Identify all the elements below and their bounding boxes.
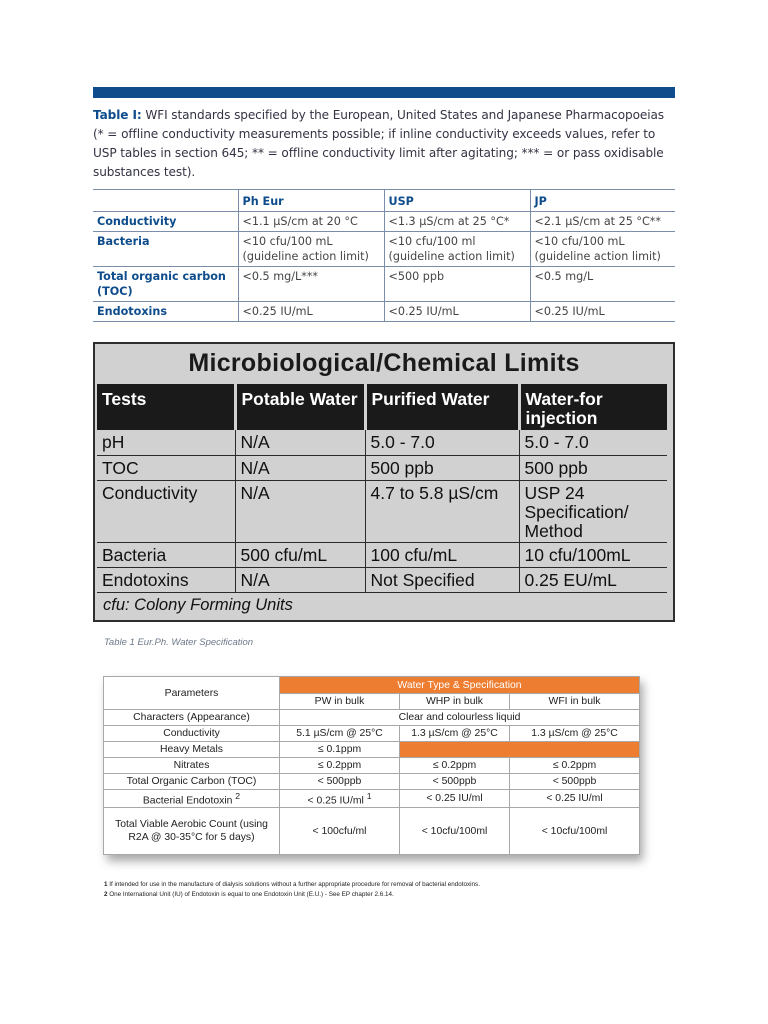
endotoxin-label: Bacterial Endotoxin — [142, 795, 233, 807]
table1-header-blank — [93, 190, 238, 212]
row-label: Conductivity — [104, 726, 280, 742]
table-cell: <10 cfu/100 mL (guideline action limit) — [530, 232, 675, 267]
table-cell: ≤ 0.2ppm — [510, 758, 640, 774]
table-cell: Endotoxins — [97, 567, 235, 592]
wfi-standards-table — [93, 87, 675, 322]
table-cell: 10 cfu/100mL — [519, 542, 667, 567]
row-label: Bacteria — [97, 235, 150, 248]
table1-header-pheur: Ph Eur — [238, 190, 384, 212]
table-row — [97, 430, 667, 455]
water-spec-table — [103, 676, 639, 855]
water-type-header: Water Type & Specification — [280, 677, 640, 694]
row-label: Characters (Appearance) — [104, 710, 280, 726]
table-cell: <10 cfu/100 ml (guideline action limit) — [384, 232, 530, 267]
row-label: Total Viable Aerobic Count (using R2A @ 30-35°C for 5 days) — [104, 808, 280, 855]
table-cell: ≤ 0.2ppm — [400, 758, 510, 774]
table1-caption-label: Table I: — [93, 108, 142, 122]
table-cell: <0.5 mg/L*** — [238, 267, 384, 302]
table-row — [104, 790, 640, 808]
table1-caption-text: WFI standards specified by the European, United States and Japanese Pharmacopoeias (* = offline conductivity measurements possible; if inline conductivity exceeds values, refer to USP tables in section 645; ** = offline conductivity limit after agitating; *** = or pass oxidisable substances test). — [93, 108, 664, 179]
micro-header-tests: Tests — [97, 384, 235, 430]
micro-chem-title: Microbiological/Chemical Limits — [188, 349, 580, 377]
table-row — [104, 774, 640, 790]
table1-grid — [93, 189, 675, 322]
table-row — [97, 455, 667, 480]
table-cell: N/A — [235, 455, 365, 480]
table-cell: 5.1 µS/cm @ 25°C — [280, 726, 400, 742]
table-cell: 0.25 EU/mL — [519, 567, 667, 592]
micro-header-purified: Purified Water — [365, 384, 519, 430]
table-cell: 5.0 - 7.0 — [365, 430, 519, 455]
row-label: Conductivity — [97, 215, 177, 228]
table-row — [104, 710, 640, 726]
micro-chem-table — [97, 384, 667, 593]
water-spec-header-row — [104, 677, 640, 694]
row-label: Total Organic Carbon (TOC) — [104, 774, 280, 790]
table-cell: < 10cfu/100ml — [400, 808, 510, 855]
micro-header-wfi: Water-for injection — [519, 384, 667, 430]
table-cell: 1.3 µS/cm @ 25°C — [400, 726, 510, 742]
table-cell: < 10cfu/100ml — [510, 808, 640, 855]
table-cell: ≤ 0.2ppm — [280, 758, 400, 774]
footnote-number: 1 — [104, 881, 108, 888]
table-cell: <500 ppb — [384, 267, 530, 302]
table-cell: TOC — [97, 455, 235, 480]
footnote-text: One International Unit (IU) of Endotoxin is equal to one Endotoxin Unit (E.U.) - See EP chapter 2.6.14. — [107, 891, 394, 898]
table1-header-row — [93, 190, 675, 212]
table-cell: <1.3 µS/cm at 25 °C* — [384, 212, 530, 232]
table-row — [104, 742, 640, 758]
col-wfi: WFI in bulk — [510, 694, 640, 710]
row-label — [104, 790, 280, 808]
table-cell: Not Specified — [365, 567, 519, 592]
footnote-text: If intended for use in the manufacture of dialysis solutions without a further appropriate procedure for removal of bacterial endotoxins. — [107, 881, 480, 888]
table-cell: 1.3 µS/cm @ 25°C — [510, 726, 640, 742]
table-row — [93, 302, 675, 322]
col-whp: WHP in bulk — [400, 694, 510, 710]
footnote-number: 2 — [104, 891, 108, 898]
micro-header-row — [97, 384, 667, 430]
table1-caption — [93, 106, 675, 182]
table-cell: <10 cfu/100 mL (guideline action limit) — [238, 232, 384, 267]
table-row — [97, 480, 667, 542]
table-cell: < 0.25 IU/ml — [510, 790, 640, 808]
table-cell: <0.25 IU/mL — [384, 302, 530, 322]
micro-chem-limits-panel — [93, 342, 675, 622]
table-row — [93, 232, 675, 267]
row-label: Nitrates — [104, 758, 280, 774]
table-cell: <1.1 µS/cm at 20 °C — [238, 212, 384, 232]
table-row — [97, 567, 667, 592]
micro-header-potable: Potable Water — [235, 384, 365, 430]
table-cell: <2.1 µS/cm at 25 °C** — [530, 212, 675, 232]
col-pw: PW in bulk — [280, 694, 400, 710]
params-header: Parameters — [104, 677, 280, 710]
table-cell: N/A — [235, 430, 365, 455]
table-cell: < 100cfu/ml — [280, 808, 400, 855]
table-cell: N/A — [235, 567, 365, 592]
table1-header-usp: USP — [384, 190, 530, 212]
endotoxin-pw: < 0.25 IU/ml — [307, 795, 364, 807]
table-cell: ≤ 0.1ppm — [280, 742, 400, 758]
table-cell: 500 cfu/mL — [235, 542, 365, 567]
table-row — [93, 212, 675, 232]
footnote-ref: 1 — [366, 791, 372, 801]
table-cell: < 0.25 IU/ml — [400, 790, 510, 808]
row-label: Total organic carbon (TOC) — [97, 270, 226, 298]
water-spec-grid — [103, 676, 640, 855]
table-cell: N/A — [235, 480, 365, 542]
footnote-2 — [104, 890, 480, 900]
table-cell: 4.7 to 5.8 µS/cm — [365, 480, 519, 542]
table-cell: 100 cfu/mL — [365, 542, 519, 567]
table-cell: USP 24 Specification/ Method — [519, 480, 667, 542]
table-cell: 5.0 - 7.0 — [519, 430, 667, 455]
footnotes — [104, 880, 480, 900]
micro-footnote: cfu: Colony Forming Units — [103, 595, 293, 614]
table-cell: < 500ppb — [510, 774, 640, 790]
header-rule — [93, 87, 675, 98]
table1-header-jp: JP — [530, 190, 675, 212]
table-cell: 500 ppb — [519, 455, 667, 480]
footnote-ref: 2 — [235, 791, 241, 801]
table-cell: pH — [97, 430, 235, 455]
table-cell: <0.5 mg/L — [530, 267, 675, 302]
table-cell: <0.25 IU/mL — [238, 302, 384, 322]
not-applicable-fill — [400, 742, 640, 758]
table-cell — [280, 790, 400, 808]
row-label: Endotoxins — [97, 305, 168, 318]
eurph-table-caption: Table 1 Eur.Ph. Water Specification — [104, 637, 254, 648]
table-row — [104, 726, 640, 742]
table-cell: < 500ppb — [280, 774, 400, 790]
table-cell: Bacteria — [97, 542, 235, 567]
table-cell: < 500ppb — [400, 774, 510, 790]
table-cell: 500 ppb — [365, 455, 519, 480]
table-row — [104, 758, 640, 774]
row-label: Heavy Metals — [104, 742, 280, 758]
table-row — [93, 267, 675, 302]
footnote-1 — [104, 880, 480, 890]
table-cell: <0.25 IU/mL — [530, 302, 675, 322]
table-cell: Clear and colourless liquid — [280, 710, 640, 726]
table-cell: Conductivity — [97, 480, 235, 542]
table-row — [97, 542, 667, 567]
table-row — [104, 808, 640, 855]
